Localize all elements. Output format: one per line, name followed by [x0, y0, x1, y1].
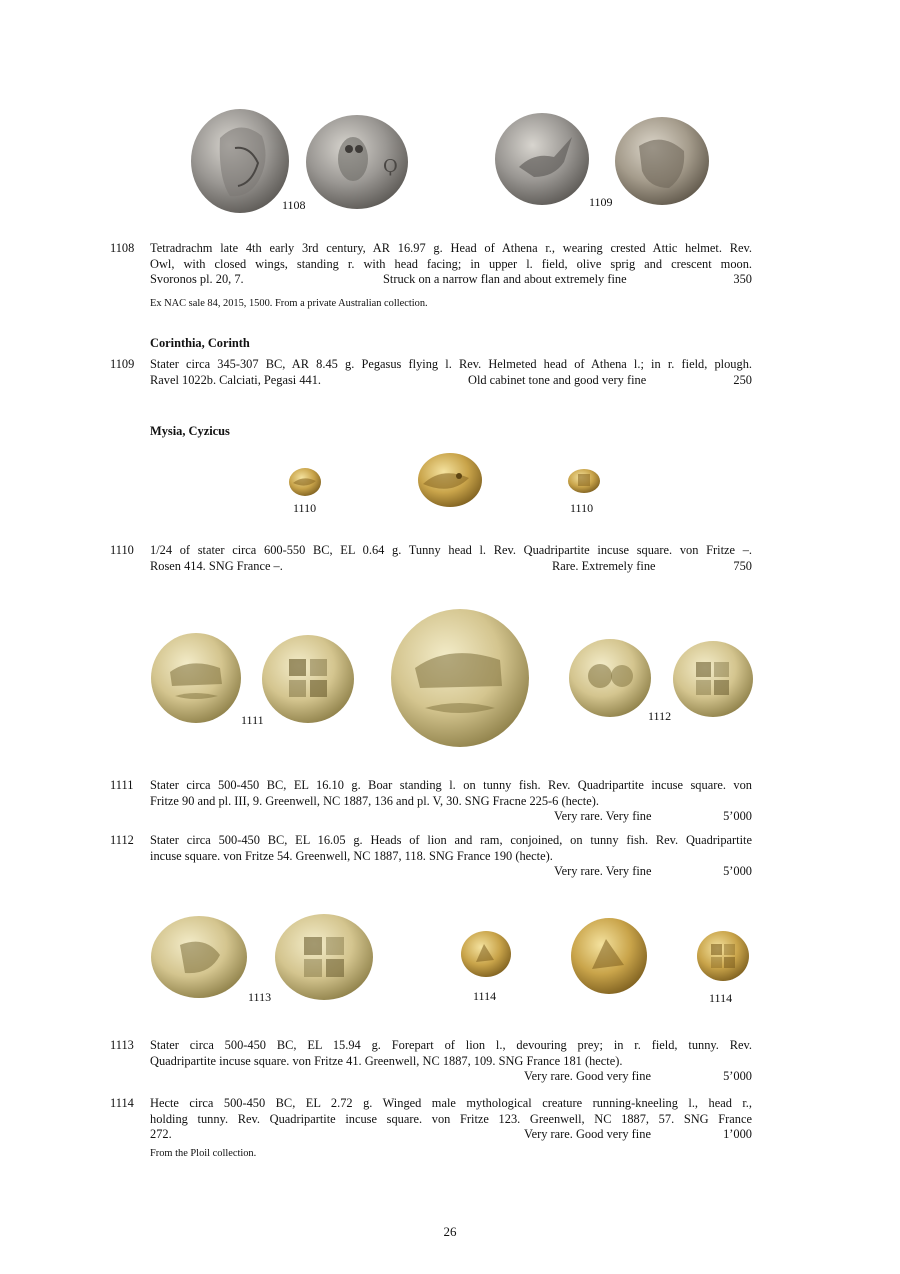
grade: Rare. Extremely fine: [552, 558, 656, 573]
coin-1114-reverse: [696, 930, 750, 982]
photo-label: 1109: [589, 195, 613, 209]
lot-number: 1112: [110, 833, 134, 847]
description-line: incuse square. von Fritze 54. Greenwell, NC 1887, 118. SNG France 190 (hecte).: [150, 848, 553, 863]
grade: Old cabinet tone and good very fine: [468, 372, 647, 387]
svg-text:Ϙ: Ϙ: [383, 156, 398, 177]
photo-label: 1108: [282, 198, 306, 212]
coin-1108-obverse: [190, 108, 290, 214]
photo-label: 1114: [709, 991, 733, 1005]
description-line: 272.: [150, 1127, 172, 1141]
photo-label: 1110: [293, 501, 317, 515]
coin-1108-reverse: [305, 114, 409, 210]
coin-1112-reverse: [672, 640, 754, 718]
lot-number: 1111: [110, 778, 134, 792]
price: 350: [733, 272, 752, 286]
grade: Struck on a narrow flan and about extremely fine: [383, 272, 627, 286]
photo-label: 1110: [570, 501, 594, 515]
description-line: Stater circa 345-307 BC, AR 8.45 g. Pegasus flying l. Rev. Helmeted head of Athena l.; in r. field, plough.: [150, 357, 752, 371]
coin-1110-reverse: [567, 468, 601, 494]
price: 1’000: [723, 1127, 752, 1141]
description-line: Stater circa 500-450 BC, EL 16.05 g. Heads of lion and ram, conjoined, on tunny fish. Rev. Quadripartite: [150, 833, 752, 847]
description-line: Svoronos pl. 20, 7.: [150, 272, 244, 286]
price: 5’000: [723, 864, 752, 878]
description-line: Stater circa 500-450 BC, EL 15.94 g. Forepart of lion l., devouring prey; in r. field, tunny. Rev.: [150, 1038, 752, 1052]
coin-1113-reverse: [274, 913, 374, 1001]
lot-number: 1114: [110, 1096, 134, 1110]
lot-number: 1110: [110, 543, 134, 557]
provenance: From the Ploil collection.: [150, 1148, 257, 1159]
price: 5’000: [723, 809, 752, 823]
photo-label: 1112: [648, 709, 672, 723]
provenance: Ex NAC sale 84, 2015, 1500. From a private Australian collection.: [150, 298, 428, 309]
section-heading: Corinthia, Corinth: [150, 336, 250, 350]
photo-label: 1113: [248, 990, 272, 1004]
coin-1114-obverse: [460, 930, 512, 978]
description-line: Rosen 414. SNG France –.: [150, 558, 283, 573]
photo-label: 1114: [473, 989, 497, 1003]
lot-number: 1109: [110, 357, 135, 371]
coin-1111-obverse: [150, 632, 242, 724]
coin-1111-reverse: [261, 634, 355, 724]
lot-number: 1113: [110, 1038, 134, 1052]
price: 5’000: [723, 1069, 752, 1083]
description-line: Hecte circa 500-450 BC, EL 2.72 g. Winged male mythological creature running-kneeling l., head r.,: [150, 1096, 752, 1110]
coin-1113-obverse: [150, 915, 248, 999]
description-line: Ravel 1022b. Calciati, Pegasi 441.: [150, 372, 322, 387]
coin-1112-obverse: [568, 638, 652, 718]
photo-label: 1111: [241, 713, 264, 727]
coin-1111-enlarged: [390, 608, 530, 748]
description-line: Tetradrachm late 4th early 3rd century, AR 16.97 g. Head of Athena r., wearing crested Attic helmet. Rev.: [150, 241, 752, 255]
coin-1114-enlarged: [570, 917, 648, 995]
grade: Very rare. Very fine: [554, 864, 652, 878]
lot-number: 1108: [110, 241, 135, 255]
description-line: 1/24 of stater circa 600-550 BC, EL 0.64 g. Tunny head l. Rev. Quadripartite incuse square. von Fritze –.: [150, 543, 752, 557]
description-line: Owl, with closed wings, standing r. with head facing; in upper l. field, olive sprig and crescent moon.: [150, 256, 752, 271]
grade: Very rare. Good very fine: [524, 1069, 651, 1083]
coin-1109-obverse: [494, 112, 590, 206]
page-number: 26: [443, 1224, 457, 1239]
section-heading: Mysia, Cyzicus: [150, 424, 230, 438]
coin-1109-reverse: [614, 116, 710, 206]
description-line: holding tunny. Rev. Quadripartite incuse square. von Fritze 123. Greenwell, NC 1887, 57. SNG France: [150, 1111, 752, 1126]
price: 250: [733, 372, 752, 387]
description-line: Fritze 90 and pl. III, 9. Greenwell, NC 1887, 136 and pl. V, 30. SNG Fracne 225-6 (hecte).: [150, 793, 599, 808]
price: 750: [733, 558, 752, 573]
description-line: Stater circa 500-450 BC, EL 16.10 g. Boar standing l. on tunny fish. Rev. Quadripartite incuse square. von: [150, 778, 752, 792]
grade: Very rare. Good very fine: [524, 1127, 651, 1141]
grade: Very rare. Very fine: [554, 809, 652, 823]
coin-1110-enlarged: [417, 452, 483, 508]
coin-1110-obverse: [288, 467, 322, 497]
description-line: Quadripartite incuse square. von Fritze 41. Greenwell, NC 1887, 109. SNG France 181 (hecte).: [150, 1053, 623, 1068]
